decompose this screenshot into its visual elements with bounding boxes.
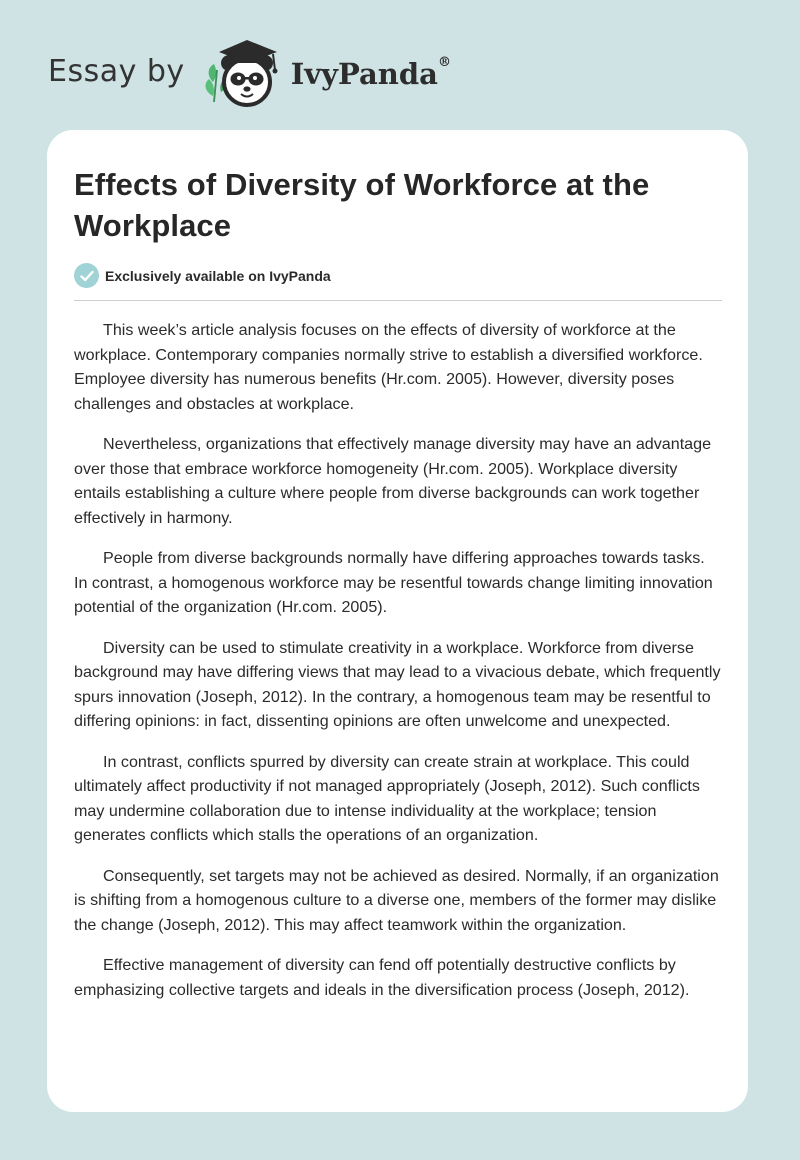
panda-graduate-logo-icon[interactable] xyxy=(199,30,289,114)
site-header xyxy=(48,30,451,114)
registered-mark: ® xyxy=(437,55,451,70)
exclusive-badge xyxy=(74,263,722,301)
brand-text: IvyPanda xyxy=(290,57,438,91)
paragraph: Effective management of diversity can fend off potentially destructive conflicts by emphasizing collective targets and ideals in the diversification process (Joseph, 2012). xyxy=(74,956,690,999)
essay-card xyxy=(47,130,748,1112)
exclusive-badge-label: Exclusively available on IvyPanda xyxy=(105,267,331,284)
brand-name[interactable] xyxy=(291,57,451,91)
page-title: Effects of Diversity of Workforce at the Workplace xyxy=(74,167,650,243)
paragraph: Nevertheless, organizations that effectively manage diversity may have an advantage over those that embrace workforce homogeneity (Hr.com. 2005). Workplace diversity entails establishing a culture where people from diverse backgrounds can work together effectively in harmony. xyxy=(74,435,712,527)
paragraph: People from diverse backgrounds normally have differing approaches towards tasks. In contrast, a homogenous workforce may be resentful towards change limiting innovation potential of the organization (Hr.com. 2005). xyxy=(74,549,713,616)
paragraph: In contrast, conflicts spurred by diversity can create strain at workplace. This could ultimately affect productivity if not managed appropriately (Joseph, 2012). Such conflicts may undermine collaboration due to intense individuality at the workplace; tension generates conflicts which stalls the operations of an organization. xyxy=(74,752,700,844)
paragraph: Diversity can be used to stimulate creativity in a workplace. Workforce from diverse background may have differing views that may lead to a vivacious debate, which frequently spurs innovation (Joseph, 2012). In the contrary, a homogenous team may be resentful to differing opinions: in fact, dissenting opinions are often unwelcome and unexpected. xyxy=(74,638,721,730)
essay-by-label: Essay by xyxy=(48,53,185,89)
paragraph: This week’s article analysis focuses on the effects of diversity of workforce at the workplace. Contemporary companies normally strive to establish a diversified workforce. Employee diversity has numerous benefits (Hr.com. 2005). However, diversity poses challenges and obstacles at workplace. xyxy=(74,321,703,413)
paragraph: Consequently, set targets may not be achieved as desired. Normally, if an organization is shifting from a homogenous culture to a diverse one, members of the former may dislike the change (Joseph, 2012). This may affect teamwork within the organization. xyxy=(74,866,719,934)
check-icon xyxy=(74,263,99,288)
essay-body xyxy=(74,318,722,1002)
